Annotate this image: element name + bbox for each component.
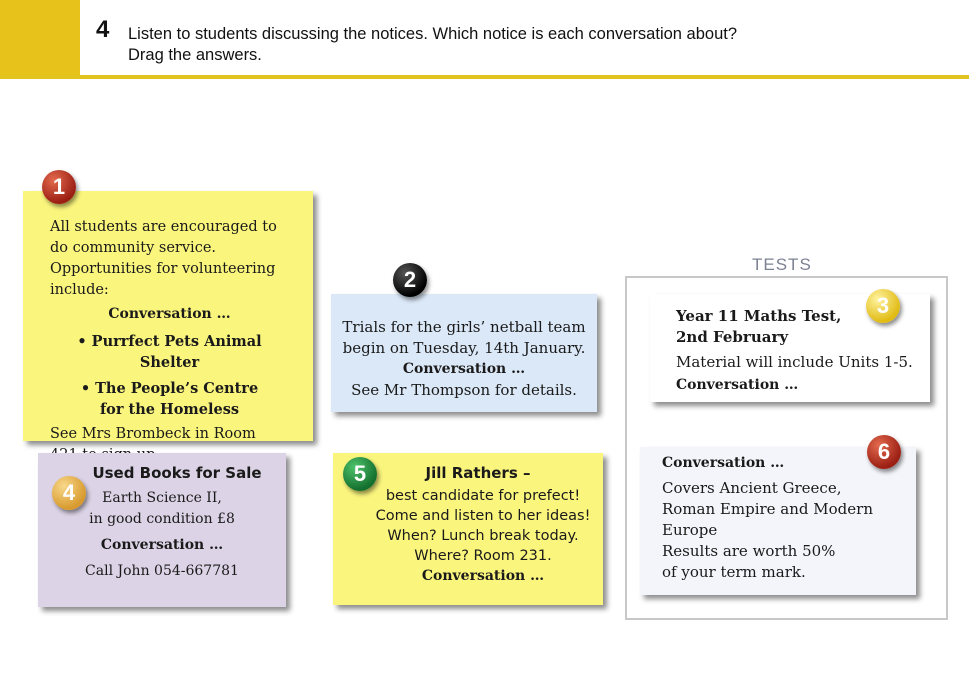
notice-1 (23, 191, 313, 441)
notice-1-bullet-2: • The People’s Centre (80, 380, 259, 397)
notice-1-bullet-2-cont: for the Homeless (99, 401, 240, 418)
notice-1-badge: 1 (42, 170, 76, 204)
notice-3-conversation-dropzone[interactable]: Conversation … (676, 377, 799, 393)
notice-6-conversation-dropzone[interactable]: Conversation … (662, 455, 785, 471)
notice-4-badge: 4 (52, 476, 86, 510)
notice-6-line-1: Covers Ancient Greece, (662, 479, 842, 497)
notice-5-line-3: When? Lunch break today. (387, 528, 579, 544)
notice-2-line-2: begin on Tuesday, 14th January. (342, 339, 586, 357)
notice-4-footer: Call John 054-667781 (85, 563, 239, 579)
notice-3-title-1: Year 11 Maths Test, (676, 307, 842, 325)
notice-2-footer: See Mr Thompson for details. (351, 381, 577, 399)
notice-1-bullet-1: • Purrfect Pets Animal Shelter (77, 333, 262, 371)
notice-5-title: Jill Rathers – (425, 464, 531, 482)
question-number: 4 (96, 16, 110, 43)
notice-1-footer: See Mrs Brombeck in Room (50, 426, 256, 442)
notice-5-line-1: best candidate for prefect! (385, 488, 581, 504)
notice-2-conversation-dropzone[interactable]: Conversation … (402, 361, 526, 377)
notice-3-badge: 3 (866, 289, 900, 323)
notice-6 (640, 447, 916, 595)
notice-1-intro: All students are encouraged to do community service. Opportunities for volunteering include: (50, 219, 277, 298)
notice-2-badge: 2 (393, 263, 427, 297)
notice-6-line-3: Europe (662, 521, 718, 539)
question-instruction (128, 24, 888, 66)
notice-4-title: Used Books for Sale (92, 464, 262, 482)
notice-3-body: Material will include Units 1-5. (676, 353, 913, 371)
notice-6-badge: 6 (867, 435, 901, 469)
notice-5-conversation-dropzone[interactable]: Conversation … (421, 568, 545, 584)
notice-6-line-5: of your term mark. (662, 563, 806, 581)
notice-4-line-1: Earth Science II, (102, 490, 222, 506)
notice-6-line-2: Roman Empire and Modern (662, 500, 873, 518)
notice-1-conversation-dropzone[interactable]: Conversation … (108, 306, 231, 322)
header-divider (0, 75, 969, 79)
instruction-line-1: Listen to students discussing the notices. Which notice is each conversation about? (128, 25, 738, 43)
notice-4 (38, 453, 286, 607)
notice-4-conversation-dropzone[interactable]: Conversation … (100, 537, 224, 553)
header (0, 0, 969, 80)
notice-5-line-4: Where? Room 231. (414, 548, 552, 564)
notice-2-line-1: Trials for the girls’ netball team (342, 318, 586, 336)
notice-5-badge: 5 (343, 457, 377, 491)
notice-6-line-4: Results are worth 50% (662, 542, 836, 560)
notice-2 (331, 294, 597, 412)
notice-3-title-2: 2nd February (676, 328, 789, 346)
tests-label: TESTS (752, 255, 812, 274)
notice-4-line-2: in good condition £8 (89, 511, 235, 527)
instruction-line-2: Drag the answers. (128, 46, 262, 64)
header-accent-block (0, 0, 80, 75)
notice-5-line-2: Come and listen to her ideas! (375, 508, 591, 524)
